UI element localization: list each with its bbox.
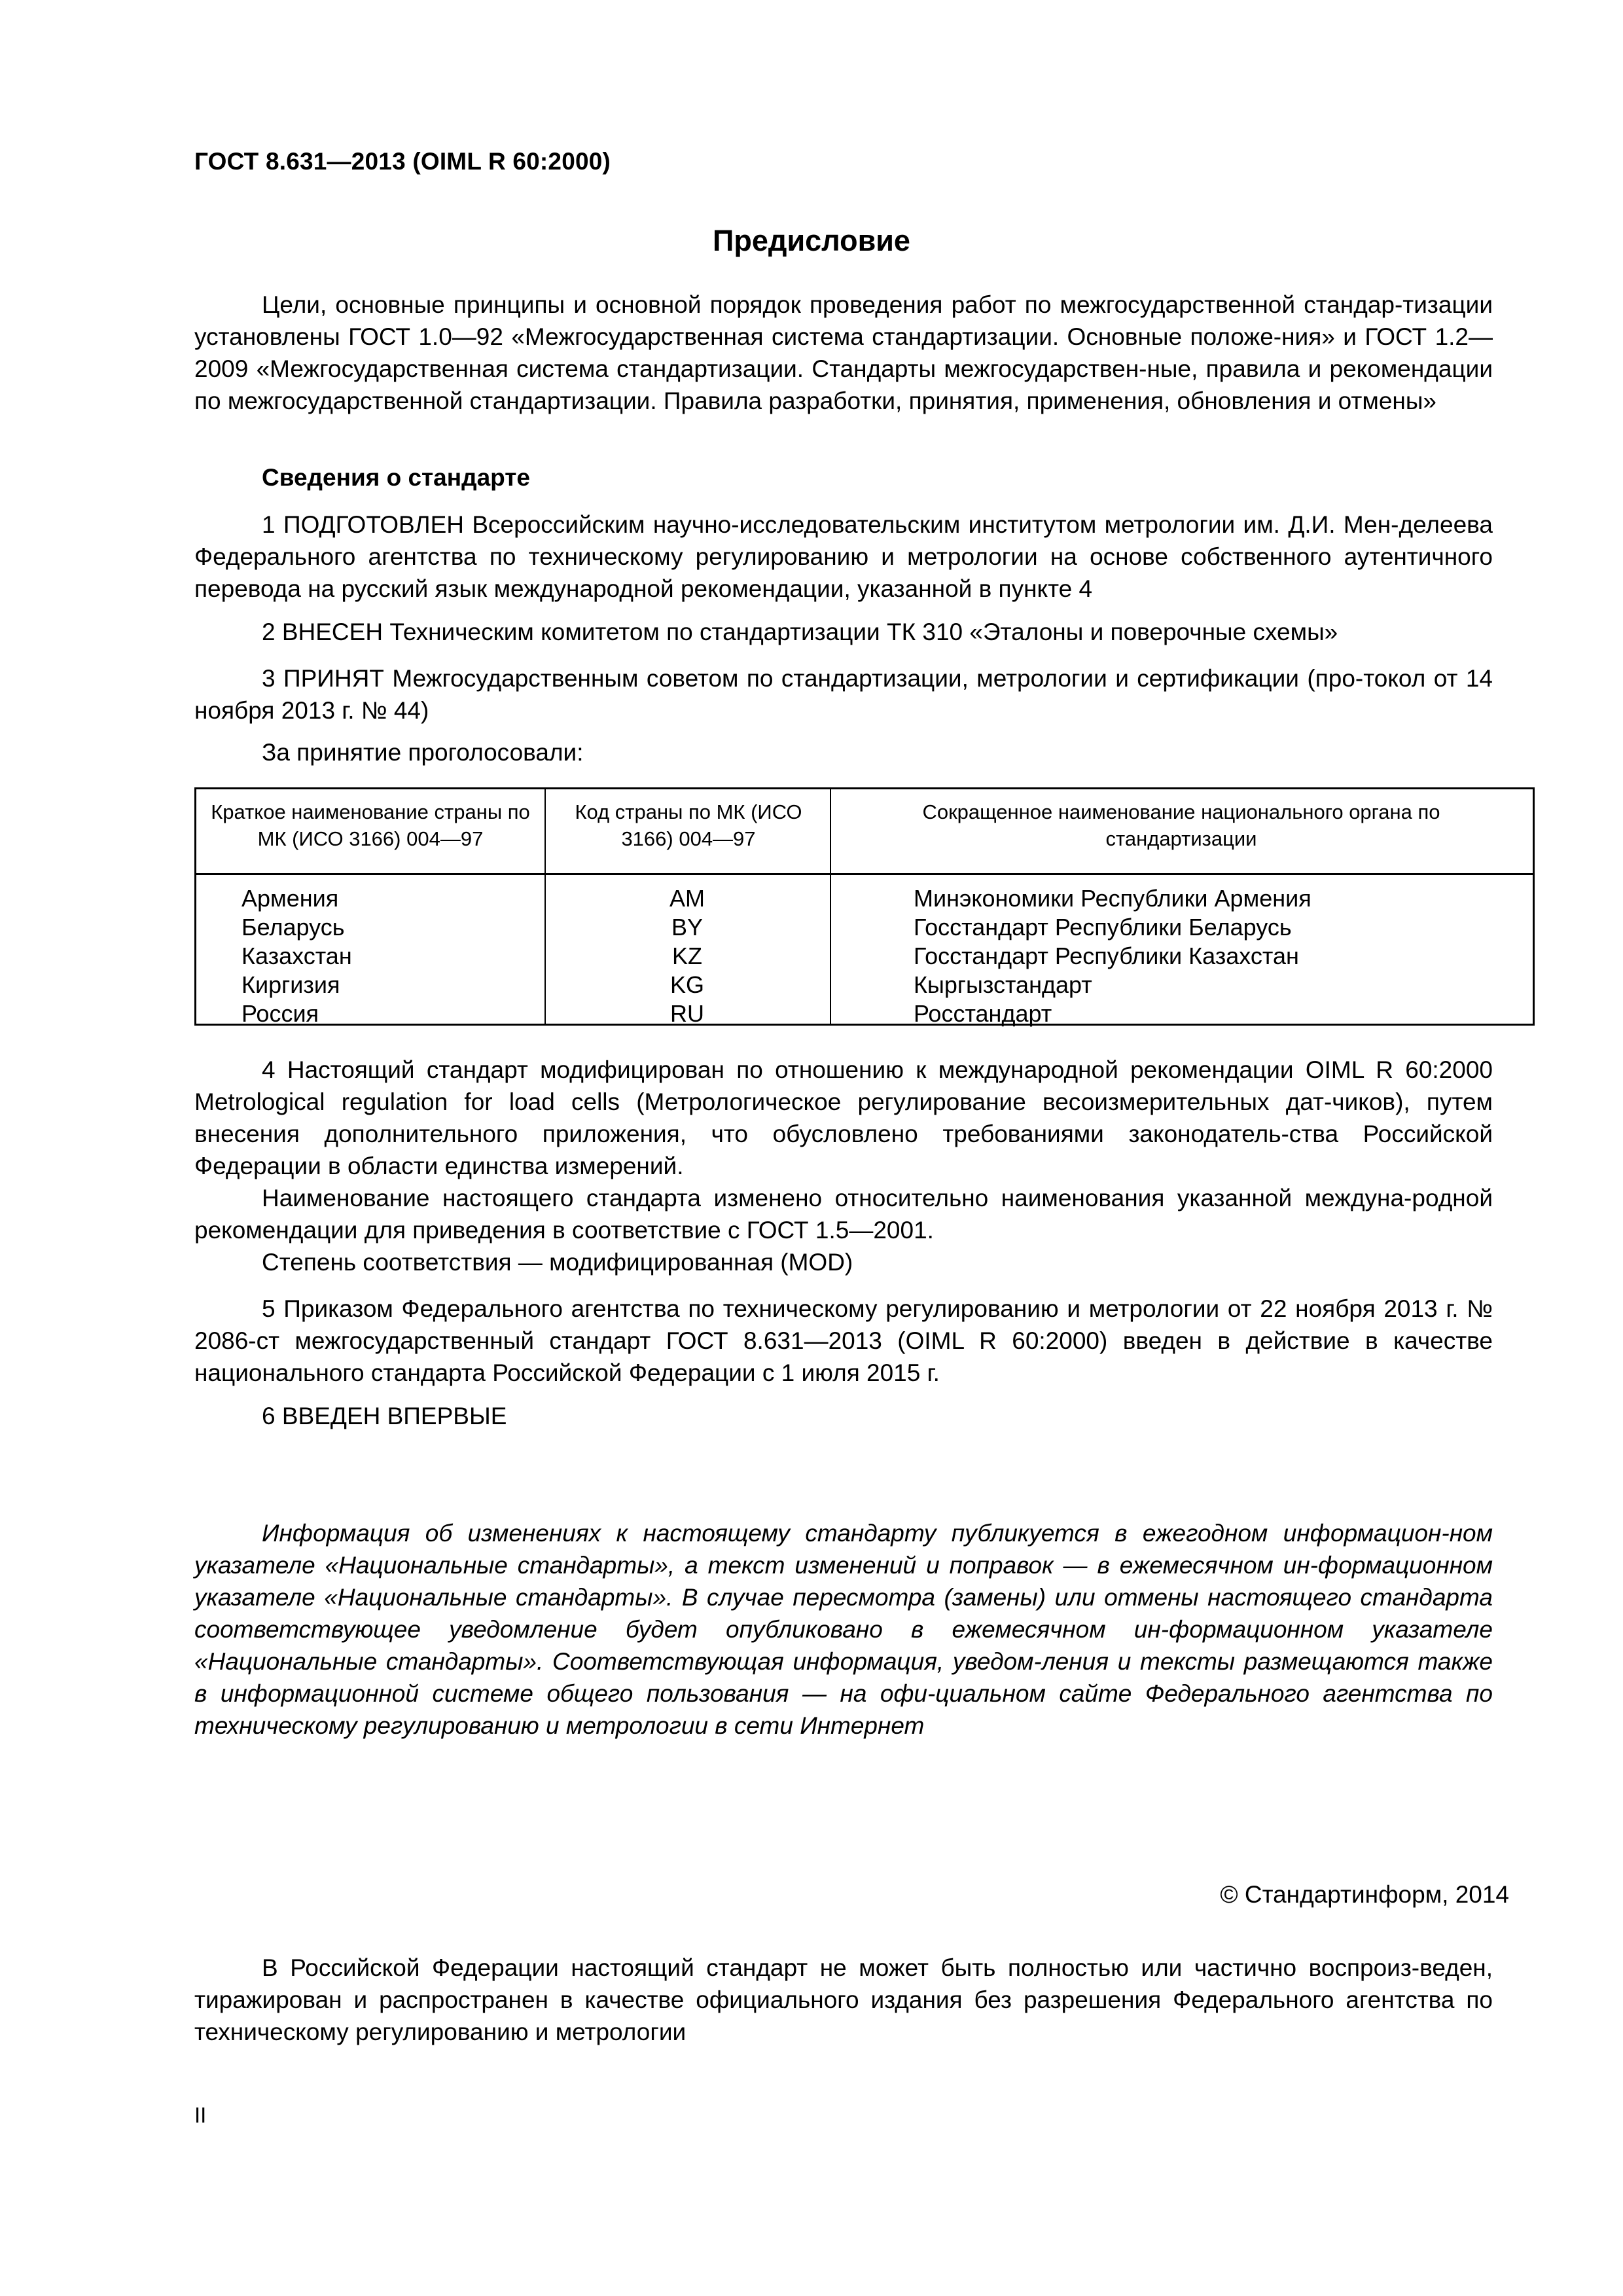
table-cell-country: Казахстан	[241, 942, 352, 969]
table-column-codes	[654, 884, 720, 1028]
info-heading: Сведения о стандарте	[262, 464, 530, 491]
table-cell-country: Россия	[241, 1000, 319, 1027]
table-header-country: Краткое наименование страны по МК (ИСО 3166) 004—97	[211, 800, 530, 850]
table-cell-code: BY	[671, 914, 704, 941]
page-title: Предисловие	[713, 224, 910, 257]
table-cell-code: RU	[670, 1000, 704, 1027]
table-cell-code: KG	[669, 971, 704, 998]
item-4-conformity: Степень соответствия — модифицированная (MOD)	[262, 1249, 853, 1276]
item-2: 2 ВНЕСЕН Техническим комитетом по стандартизации ТК 310 «Эталоны и поверочные схемы»	[262, 619, 1338, 645]
table-cell-country: Беларусь	[241, 914, 345, 941]
item-6: 6 ВВЕДЕН ВПЕРВЫЕ	[262, 1403, 507, 1429]
item-4-modification: 4 Настоящий стандарт модифицирован по отношению к международной рекомендации OIML R 60:2000 Metrological regulation for load cells (Метрологическое регулирование весоизмерительных дат-чиков), путем внесения дополнительного приложения, что обусловлено требованиями законодатель-ства Российской Федерации в области единства измерений.	[194, 1056, 1493, 1179]
item-4-name-change: Наименование настоящего стандарта изменено относительно наименования указанной междуна-родной рекомендации для приведения в соответствие с ГОСТ 1.5—2001.	[194, 1185, 1493, 1244]
voted-label: За принятие проголосовали:	[262, 739, 584, 766]
table-header-body: Сокращенное наименование национального органа по стандартизации	[922, 800, 1440, 850]
table-cell-country: Армения	[241, 885, 339, 912]
table-cell-code: AM	[669, 885, 705, 912]
table-cell-body: Минэкономики Республики Армения	[914, 885, 1311, 912]
table-cell-body: Госстандарт Республики Казахстан	[914, 942, 1299, 969]
table-header-divider	[196, 873, 1533, 875]
table-column-countries	[241, 884, 352, 1028]
table-cell-body: Росстандарт	[914, 1000, 1052, 1027]
table-column-bodies	[914, 884, 1311, 1028]
voting-table	[194, 787, 1535, 1026]
standard-code: ГОСТ 8.631—2013 (OIML R 60:2000)	[194, 148, 611, 175]
table-cell-body: Кыргызстандарт	[914, 971, 1092, 998]
changes-notice: Информация об изменениях к настоящему стандарту публикуется в ежегодном информацион-ном указателе «Национальные стандарты», а текст изменений и поправок — в ежемесячном ин-формационном указателе «Национальные стандарты». В случае пересмотра (замены) или отмены настоящего стандарта соответствующее уведомление будет опубликовано в ежемесячном ин-формационном указателе «Национальные стандарты». Соответствующая информация, уведом-ления и тексты размещаются также в информационной системе общего пользования — на офи-циальном сайте Федерального агентства по техническому регулированию и метрологии в сети Интернет	[194, 1520, 1493, 1739]
intro-paragraph: Цели, основные принципы и основной порядок проведения работ по межгосударственной стандар-тизации установлены ГОСТ 1.0—92 «Межгосударственная система стандартизации. Основные положе-ния» и ГОСТ 1.2—2009 «Межгосударственная система стандартизации. Стандарты межгосударствен-ные, правила и рекомендации по межгосударственной стандартизации. Правила разработки, принятия, применения, обновления и отмены»	[194, 291, 1493, 414]
table-cell-code: KZ	[671, 942, 702, 969]
copyright: © Стандартинформ, 2014	[1220, 1881, 1509, 1908]
table-cell-body: Госстандарт Республики Беларусь	[914, 914, 1292, 941]
page-number: II	[194, 2103, 207, 2127]
table-cell-country: Киргизия	[241, 971, 340, 998]
table-col-divider	[830, 789, 831, 1024]
item-1: 1 ПОДГОТОВЛЕН Всероссийским научно-исследовательским институтом метрологии им. Д.И. Мен-делеева Федерального агентства по техническому регулированию и метрологии на основе собственного аутентичного перевода на русский язык международной рекомендации, указанной в пункте 4	[194, 511, 1493, 602]
table-col-divider	[544, 789, 546, 1024]
item-3: 3 ПРИНЯТ Межгосударственным советом по стандартизации, метрологии и сертификации (про-токол от 14 ноября 2013 г. № 44)	[194, 665, 1493, 724]
table-header-code: Код страны по МК (ИСО 3166) 004—97	[575, 800, 802, 850]
item-5: 5 Приказом Федерального агентства по техническому регулированию и метрологии от 22 ноября 2013 г. № 2086-ст межгосударственный стандарт ГОСТ 8.631—2013 (OIML R 60:2000) введен в действие в качестве национального стандарта Российской Федерации с 1 июля 2015 г.	[194, 1295, 1493, 1386]
rights-notice: В Российской Федерации настоящий стандарт не может быть полностью или частично воспроиз-веден, тиражирован и распространен в качестве официального издания без разрешения Федерального агентства по техническому регулированию и метрологии	[194, 1954, 1493, 2045]
